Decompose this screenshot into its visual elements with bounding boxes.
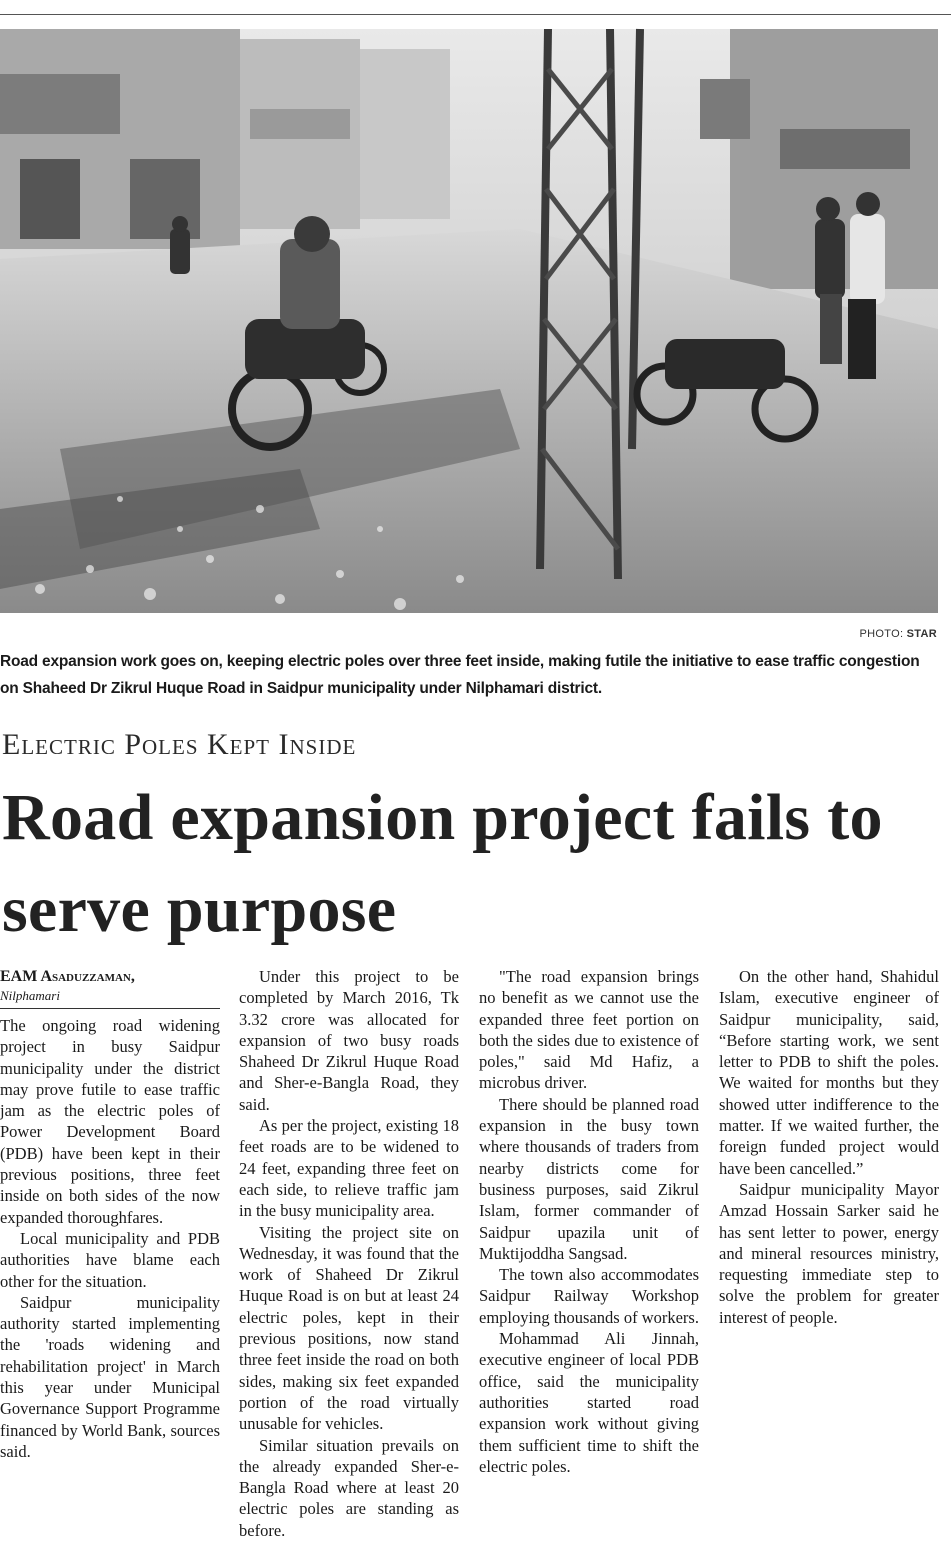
article-column-1 xyxy=(0,966,220,1524)
article-paragraph: There should be planned road expansion in the busy town where thousands of traders from nearby districts come for business purposes, said Zikrul Islam, former commander of Saidpur upazila unit of Muktijoddha Sangsad. xyxy=(479,1094,699,1263)
article-kicker: Electric Poles Kept Inside xyxy=(2,728,357,761)
article-paragraph: As per the project, existing 18 feet roads are to be widened to 24 feet, expanding three feet on each side, to relieve traffic jam in the busy municipality area. xyxy=(239,1116,459,1221)
photo-caption: Road expansion work goes on, keeping electric poles over three feet inside, making futile the initiative to ease traffic congestion on Shaheed Dr Zikrul Huque Road in Saidpur municipality under Nilphamari district. xyxy=(0,653,920,697)
previous-article-cutoff-strip xyxy=(0,0,951,15)
article-paragraph: Visiting the project site on Wednesday, it was found that the work of Shaheed Dr Zikrul Huque Road is on but at least 24 electric poles, kept in their previous positions, now stand three feet inside the road on both sides, making six feet expanded portion of the road virtually unusable for vehicles. xyxy=(239,1222,459,1434)
article-paragraph: "The road expansion brings no benefit as we cannot use the expanded three feet portion on both the sides due to existence of poles," said Md Hafiz, a microbus driver. xyxy=(479,967,699,1093)
article-column-4 xyxy=(719,966,939,1524)
article-paragraph: The ongoing road widening project in busy Saidpur municipality under the district may prove futile to ease traffic jam as the electric poles of Power Development Board (PDB) have been kept in their previous positions, three feet inside on both sides of the now expanded thoroughfares. xyxy=(0,1016,220,1227)
article-column-3 xyxy=(479,966,699,1524)
article-paragraph: Saidpur municipality authority started implementing the 'roads widening and rehabilitation project' in March this year under Municipal Governance Support Programme financed by World Bank, sources said. xyxy=(0,1292,220,1461)
byline-rule xyxy=(0,1008,220,1009)
article-paragraph: On the other hand, Shahidul Islam, executive engineer of Saidpur municipality, said, “Before starting work, we sent letter to PDB to shift the poles. We waited for months but they showed utter indifference to the matter. If we waited further, the foreign funded project would have been cancelled.” xyxy=(719,967,939,1178)
article-column-2 xyxy=(239,966,459,1540)
article-paragraph: Saidpur municipality Mayor Amzad Hossain Sarker said he has sent letter to power, energy and mineral resources ministry, requesting immediate step to solve the problem for greater interest of people. xyxy=(719,1179,939,1327)
photo-credit: PHOTO: STAR xyxy=(859,628,937,640)
dateline: Nilphamari xyxy=(0,988,60,1003)
road-construction-photo xyxy=(0,29,938,613)
article-paragraph: Similar situation prevails on the already expanded Sher-e-Bangla Road where at least 20 electric poles are standing as before. xyxy=(239,1435,459,1540)
byline: EAM Asaduzzaman, xyxy=(0,968,135,985)
article-headline: Road expansion project fails to serve purpose xyxy=(2,781,883,946)
article-paragraph: Local municipality and PDB authorities have blame each other for the situation. xyxy=(0,1228,220,1291)
article-paragraph: Under this project to be completed by March 2016, Tk 3.32 crore was allocated for expansion of two busy roads Shaheed Dr Zikrul Huque Road and Sher-e-Bangla Road, they said. xyxy=(239,967,459,1114)
article-paragraph: Mohammad Ali Jinnah, executive engineer of local PDB office, said the municipality authorities started road expansion work without giving them sufficient time to shift the electric poles. xyxy=(479,1329,699,1476)
article-paragraph: The town also accommodates Saidpur Railway Workshop employing thousands of workers. xyxy=(479,1265,699,1327)
news-photo xyxy=(0,29,938,613)
